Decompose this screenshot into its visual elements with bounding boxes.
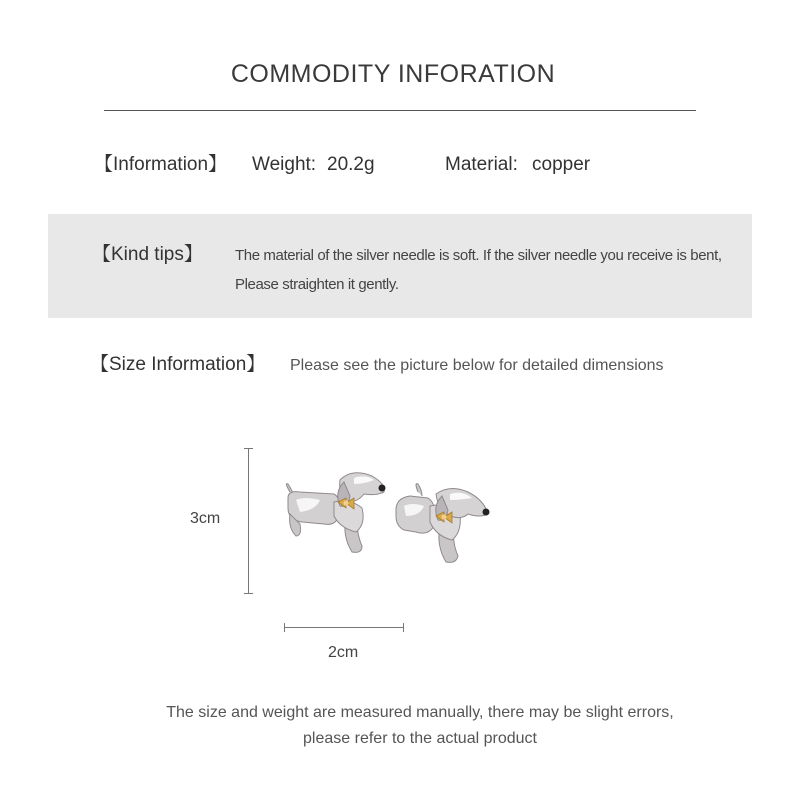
kind-tips-panel — [48, 214, 752, 318]
dog-left-nose — [379, 485, 386, 492]
earrings-product-image — [276, 462, 516, 582]
dog-left-chest — [334, 501, 363, 532]
width-dimension-cap-right — [403, 623, 404, 632]
material-label: Material: — [445, 154, 518, 175]
height-dimension-label: 3cm — [190, 510, 221, 527]
height-dimension-line — [248, 448, 249, 594]
size-information-description: Please see the picture below for detailed dimensions — [290, 357, 664, 374]
kind-tips-line-2: Please straighten it gently. — [235, 276, 399, 293]
width-dimension-label: 2cm — [328, 644, 359, 661]
kind-tips-line-1: The material of the silver needle is soft. If the silver needle you receive is bent, — [235, 247, 722, 264]
title-divider — [104, 110, 696, 111]
dog-right-nose — [483, 509, 490, 516]
kind-tips-label: 【Kind tips】 — [92, 244, 203, 265]
information-label: 【Information】 — [94, 154, 228, 175]
dog-earring-left — [286, 473, 385, 553]
width-dimension-cap-left — [284, 623, 285, 632]
material-value: copper — [532, 154, 591, 175]
dog-right-body — [396, 496, 435, 533]
size-information-label: 【Size Information】 — [90, 354, 266, 375]
dog-earring-right — [396, 484, 490, 563]
measurement-disclaimer — [0, 700, 800, 752]
dog-right-tail — [416, 484, 422, 496]
page-title: COMMODITY INFORATION — [230, 60, 556, 88]
kind-tips-text — [235, 241, 735, 299]
height-dimension-cap-top — [244, 448, 253, 449]
weight-label: Weight: — [252, 154, 317, 175]
height-dimension-cap-bottom — [244, 593, 253, 594]
disclaimer-line-1: The size and weight are measured manually, there may be slight errors, — [166, 704, 674, 721]
disclaimer-line-2: please refer to the actual product — [303, 730, 537, 747]
width-dimension-line — [284, 627, 404, 628]
weight-value: 20.2g — [327, 154, 375, 175]
